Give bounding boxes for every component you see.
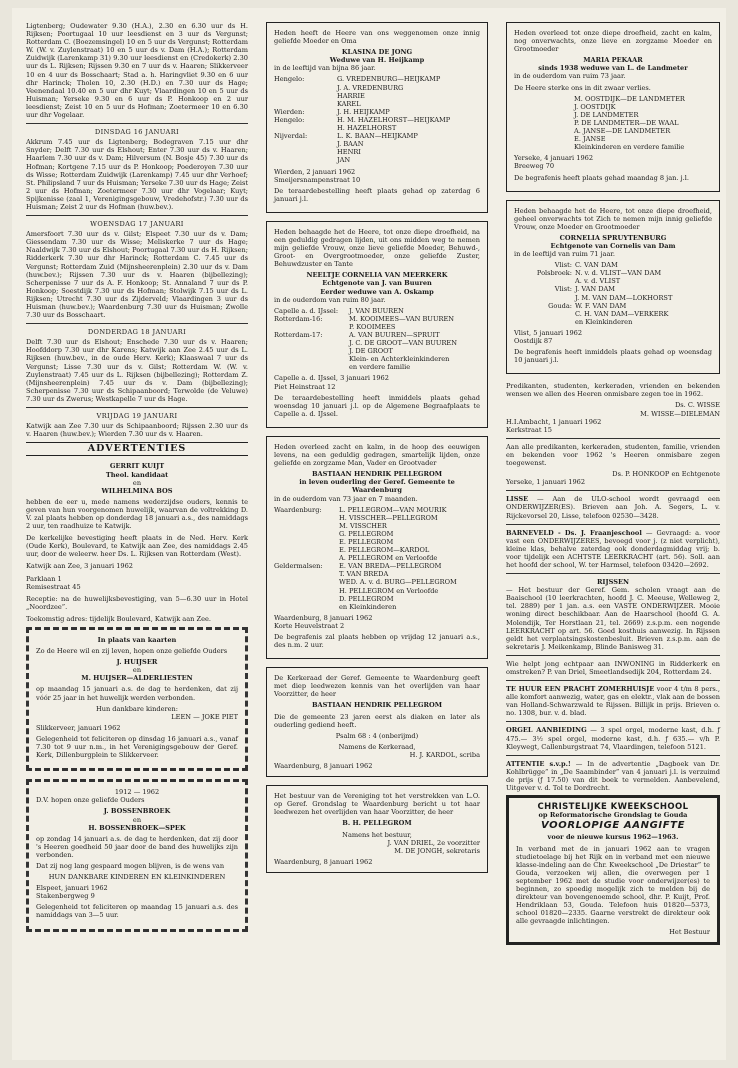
classified-lead: RIJSSEN [596,578,630,587]
age: in de ouderdom van ruim 73 jaar. [514,72,626,81]
anniversary-announcement [26,627,248,771]
address: Parklaan 1 [26,574,62,583]
announcement-text: Dat zij nog lang gespaard mogen blijven, is de wens van [36,861,225,870]
day-heading: VRIJDAG 19 JANUARI [96,412,178,421]
signature-name: M. DE JONGH, sekretaris [394,846,480,855]
age: in de leeftijd van ruim 71 jaar. [514,250,615,259]
deceased-name: NEELTJE CORNELIA VAN MEERKERK [306,271,448,280]
burial-notice: De teraardebestelling heeft plaats gehad op zaterdag 6 januari j.l. [274,186,480,203]
relative-name: G. PELLEGROM [339,529,394,538]
relative-place [274,355,346,371]
relative-name: A. PELLEGROM en Verloofde [339,554,438,563]
classified-text: voor 4 t/m 8 pers., alle komfort aanwezig, water, gas en elektr., vlak aan de bossen van Holland-Schwarzwald te Rijssen. Billijk in prijs. Brieven o. no. 1308, bur. v. d. blad. [506,685,720,718]
deceased-role: in leven ouderling der Geref. Gemeente te Waardenburg [299,478,455,495]
classified-text: Wie helpt jong echtpaar aan INWONING in Ridderkerk en omstreken? P. van Driel, Smeetlandsedijk 204, Rotterdam 24. [506,659,720,676]
wedding-announcement [26,462,248,623]
relative-place: Gouda: [548,301,572,310]
relative-name: HENRI [337,148,361,157]
classified-ad [506,495,720,519]
day-services: Amersfoort 7.30 uur ds v. Gilst; Elspeet 7.30 uur ds v. Dam; Giessendam 7.30 uur ds Wisse; Meliskerke 7 uur ds Hage; Naaldwijk 7.30 uur ds Elshout; Poortugaal 7.30 uur ds H. Rijksen; Ridderkerk 7.30 uur dhr Harinck; Rotterdam C. 7.45 uur ds Vergunst; Rotterdam Zuid (Mijnsheerenplein) 2.30 uur ds v. Dam (huw.bev.); Rijssen 7.30 uur ds v. Haaren (bijbellezing); Scherpenisse 7 uur ds A. F. Honkoop; St. Annaland 7 uur ds P. Honkoop; Soestdijk 7.30 uur ds Hofman; Stolwijk 7.15 uur ds L. Rijksen; Utrecht 7.30 uur ds Zijderveld; Vlaardingen 3 uur ds Huisman (huw.bev.); Waardenburg 7.30 uur ds Huisman; Zwolle 7.30 uur ds Bosschaart. [26,230,248,320]
signature-name: J. VAN DRIEL, 2e voorzitter [387,838,480,847]
obituary-text: Heden behaagde het de Heere, tot onze diepe droefheid, geheel onverwachts tot Zich te nemen mijn innig geliefde Vrouw, onze Moeder en Grootmoeder [514,206,712,231]
relative-name: J. VAN BUUREN [349,306,404,315]
place-date: Yerseke, 1 januari 1962 [506,478,586,487]
announcement-text: op zondag 14 januari a.s. de dag te herdenken, dat zij door 's Heeren goedheid 50 jaar door de band des huwelijks zijn verbonden. [36,834,238,859]
widow-of: Weduwe van H. Heijkamp [329,56,425,65]
signature-name: Het Bestuur [669,928,710,937]
address: Piet Heinstraat 12 [274,382,336,391]
relative-name: P. KOOIMEES [349,322,396,331]
signature-name: Ds. C. WISSE [675,401,720,410]
school-title: CHRISTELIJKE KWEEKSCHOOL [537,802,689,813]
bride-name: WILHELMINA BOS [101,486,173,495]
day-services: Delft 7.30 uur ds Elshout; Enschede 7.30 uur ds v. Haaren; Hoofddorp 7.30 uur dhr Karens; Katwijk aan Zee 2.45 uur ds L. Rijksen (huw.bev., in de oude Herv. Kerk); Klaaswaal 7 uur ds Vergunst; Lisse 7.30 uur ds v. Gilst; Rotterdam W. (W. v. Zuylenstraat) 7.45 uur ds L. Rijksen (bijbellezing); Rotterdam Z. (Mijnsheerenplein) 7.45 uur ds v. Dam (bijbellezing); Scherpenisse 7.30 uur ds Schipaanboord; Terwolde (de Veluwe) 7.30 uur ds Zwerus; Westkapelle 7 uur ds Hage. [26,338,248,403]
relative-name: J. DE LANDMETER [574,110,639,119]
relative-name: E. PELLEGROM [339,537,394,546]
divider [26,323,248,324]
announcement-text: Gelegenheid tot feliciteren op dinsdag 16 januari a.s., vanaf 7.30 tot 9 uur n.m., in het Verenigingsgebouw der Geref. Kerk, Dillenburgplein te Slikkerveer. [36,734,238,760]
relative-name: H. HAZELHORST [337,124,397,133]
relative-name: WED. A. v. d. BURG—PELLEGROM [339,578,457,587]
relative-name: E. JANSE [574,135,606,144]
divider [26,215,248,216]
obituary-text: Heden heeft de Heere van ons weggenomen onze innig geliefde Moeder en Oma [274,29,480,46]
obituary-spruytenburg [506,200,720,375]
deceased-name: KLASINA DE JONG [341,48,413,57]
relative-name: M. OOSTDIJK—DE LANDMETER [574,94,685,103]
divider [506,490,720,491]
signature-name: H. J. KARDOL, scriba [409,750,480,759]
classified-text: — Gevraagd: a. voor vast een ONDERWIJZERES, bevoegd voor j. (z niet verplicht), kleine klas, behalve zaterdag ook donderdagmiddag vrij; b. voor tijdelijk een ACHTSTE LEERKRACHT (art. 56). Soll. aan het hoofd der school, W. ter Harmsel, telefoon 03420—2692. [506,528,720,569]
relative-place: Vlist: [554,285,572,294]
age: in de ouderdom van ruim 80 jaar. [274,295,386,304]
divider [506,721,720,722]
new-year-notice-wisse [506,382,720,434]
address: Breeweg 70 [514,162,555,171]
children-names: LEEN — JOKE PIET [171,712,238,721]
day-heading: DONDERDAG 18 JANUARI [87,328,187,337]
relative-name: W. F. VAN DAM [575,301,627,310]
relative-place: Hengelo: [274,115,305,124]
place-date: Yerseke, 4 januari 1962 [514,154,594,163]
wedding-date: Katwijk aan Zee, 3 januari 1962 [26,562,134,571]
divider [26,407,248,408]
day-services: Katwijk aan Zee 7.30 uur ds Schipaanboord; Rijssen 2.30 uur ds v. Haaren (huw.bev.); Wierden 7.30 uur ds v. Haaren. [26,422,248,439]
divider [506,755,720,756]
relative-name: G. VREDENBURG—HEIJKAMP [337,75,441,84]
relative-name: D. PELLEGROM [339,594,394,603]
day-heading: DINSDAG 16 JANUARI [94,128,180,137]
relative-name: A. v. d. VLIST [575,277,621,286]
relative-name: A. VAN BUUREN—SPRUIT [349,331,440,339]
burial-notice: De begrafenis heeft inmiddels plaats gehad op woensdag 10 januari j.l. [514,348,712,365]
day-heading: WOENSDAG 17 JANUARI [90,220,184,229]
person-name: M. HUIJSER—ALDERLIESTEN [81,674,193,683]
relative-name: J. BAAN [337,140,364,149]
age: in de leeftijd van bijna 86 jaar. [274,64,376,73]
relative-name: E. VAN BREDA—PELLEGROM [339,562,442,571]
years: 1912 — 1962 [114,788,160,797]
relatives [514,95,712,152]
address: Smeijersnampenstraat 10 [274,175,361,184]
relative-name: en Kleinkinderen [575,317,633,326]
obituary-text: De Heere sterke ons in dit zwaar verlies. [514,83,651,92]
school-body: In verband met de in januari 1962 aan te vragen studietoelage bij het Rijk en in verband met een nieuwe klasse-indeling aan de Chr. Kweekschool „De Driestar” te Gouda, verzoeken wij allen, die overwegen per 1 september 1962 met de studie voor onderwijzer(es) te beginnen, zo spoedig mogelijk zich te melden bij de direkteur van bovengenoemde school, dhr. P. Kuijt, Prof. Hendriklaan 53, Gouda. Telefoon huis 01820—5373, school 01820—2335. Gaarne verstrekt de direkteur ook alle gevraagde inlichtingen. [516,844,710,926]
obituary-text: Heden behaagde het de Heere, tot onze diepe droefheid, na een geduldig gedragen lijden, uit ons midden weg te nemen mijn geliefde Vrouw, onze lieve geliefde Moeder, Behuwd-, Groot- en Overgrootmoeder, onze geliefde Zuster, Behuwdzuster en Tante [274,227,480,269]
age: in de ouderdom van 73 jaar en 7 maanden. [274,494,418,503]
and-text: en [132,815,142,824]
classified-ad [506,685,720,717]
classified-lead: TE HUUR EEN PRACHT ZOMERHUISJE [506,685,655,694]
relative-name: JAN [337,156,351,165]
relative-name: N. v. d. VLIST—VAN DAM [575,269,662,278]
signature-name: M. WISSE—DIELEMAN [640,409,720,418]
deceased-name: CORNELIA SPRUYTENBURG [559,233,667,242]
relative-name: Klein- en Achterkleinkinderen [349,355,450,364]
children-heading: Hun dankbare kinderen: [95,704,179,713]
relative-name: J. VAN DAM [575,285,616,294]
classified-text: — In de advertentie „Dagboek van Dr. Kohlbrügge” in „De Saambinder” van 4 januari j.l. is verzuimd de prijs (ƒ 17.50) van dit boek te vermelden. Aanbevelend, Uitgever v. d. Tol te Dordrecht. [506,759,720,793]
place-date: Waardenburg, 8 januari 1962 [274,857,373,866]
relative-place: Nijverdal: [274,132,308,141]
place-date: H.I.Ambacht, 1 januari 1962 [506,417,602,426]
notice-text: Aan alle predikanten, kerkeraden, studenten, familie, vrienden en bekenden voor 1962 's Heeren onmisbare zegen toegewenst. [506,442,720,468]
signature-name: Ds. P. HONKOOP en Echtgenote [612,470,720,479]
relative-name: E. PELLEGROM—KARDOL [339,546,430,555]
relative-place: Vlist: [554,261,572,270]
column-church-services [26,22,248,940]
widow-of: sinds 1938 weduwe van L. de Landmeter [538,64,688,73]
classified-lead: LISSE [506,495,529,504]
relative-name: J. C. DE GROOT—VAN BUUREN [349,339,458,348]
address: Oostdijk 87 [514,337,553,345]
divider [506,438,720,439]
divider [506,655,720,656]
divider [506,573,720,574]
relative-name: en Kleinkinderen [339,602,397,611]
obituary-text: De Kerkeraad der Geref. Gemeente te Waardenburg geeft met diep leedwezen kennis van het overlijden van haar Voorzitter, de heer [274,674,480,699]
place-date: Vlist, 5 januari 1962 [514,328,583,337]
relative-place: Wierden: [274,107,305,116]
adverts-heading: ADVERTENTIES [26,442,248,456]
relative-name: C. H. VAN DAM—VERKERK [575,309,669,318]
school-headline: VOORLOPIGE AANGIFTE [540,820,685,832]
golden-anniversary-announcement [26,779,248,931]
obituary-pekaar [506,22,720,192]
classified-ad [506,660,720,676]
spouse-of: Echtgenote van Cornelis van Dam [550,241,676,250]
obituary-text: Het bestuur van de Vereniging tot het verstrekken van L.O. op Geref. Grondslag te Waardenburg bericht u tot haar leedwezen het overlijden van haar Voorzitter, de heer [274,792,480,817]
relative-name: P. DE LANDMETER—DE WAAL [574,118,679,127]
obituary-text: Heden overleed tot onze diepe droefheid, zacht en kalm, nog onverwachts, onze lieve en zorgzame Moeder en Grootmoeder [514,29,712,54]
announcement-text: Gelegenheid tot feliciteren op maandag 15 januari a.s. des namiddags van 3—5 uur. [36,903,238,920]
school-subtitle: op Reformatorische Grondslag te Gouda [538,811,688,820]
divider [506,680,720,681]
address: Kerkstraat 15 [506,425,552,434]
address: Korte Heuvelstraat 2 [274,621,345,630]
place-date: Wierden, 2 januari 1962 [274,167,356,176]
groom-title: Theol. kandidaat [105,470,169,479]
announcement-text: op maandag 15 januari a.s. de dag te herdenken, dat zij vóór 25 jaar in het huwelijk werden verbonden. [36,685,238,702]
relative-place: Waardenburg: [274,505,322,514]
relative-name: C. VAN DAM [575,261,618,270]
place-date: Elspeet, januari 1962 [36,884,108,893]
relative-place: Polsbroek: [536,269,572,278]
obituary-pellegrom [266,436,488,659]
obituary-de-jong [266,22,488,213]
signature-line: Namens het bestuur, [342,830,412,839]
relative-place: Rotterdam-17: [274,331,323,339]
person-name: J. BOSSENBROEK [103,807,171,816]
day-services: Akkrum 7.45 uur ds Ligtenberg; Bodegraven 7.15 uur dhr Snyder; Delft 7.30 uur ds Elshout; Enter 7.30 uur ds v. Haaren; Haarlem 7.30 uur ds v. Dam; Hilversum (N. Bosje 45) 7.30 uur ds Hofman; Kortgene 7.15 uur ds P. Honkoop; Poederoyen 7.30 uur ds Wisse; Rotterdam Zuidwijk (Larenkamp) 7.45 uur dhr Verhoef; St. Philipsland 7 uur ds Huisman; Yerseke 7.30 uur ds Hage; Zeist 2 uur ds Hofman; Zoetermeer 7.30 uur dhr Vogelaar; Kuyt; Spijkenisse (zaal 1, Verenigingsgebouw, Vredehofstr.) 7.30 uur ds Huisman; Zeist 2 uur ds Hofman (huw.bev.). [26,138,248,211]
new-year-notice-honkoop [506,443,720,486]
place-date: Waardenburg, 8 januari 1962 [274,762,373,771]
relative-name: Kleinkinderen en verdere familie [574,143,685,152]
obituary-text: Heden overleed zacht en kalm, in de hoop des eeuwigen levens, na een geduldig gedragen, smartelijk lijden, onze geliefde en zorgzame Man, Vader en Grootvader [274,442,480,468]
obituary-consistory [266,667,488,777]
person-name: J. HUIJSER [116,658,158,667]
relatives [274,506,480,611]
widow-of: Eerder weduwe van A. Oskamp [320,287,434,296]
relative-name: en verdere familie [349,363,411,372]
deceased-name: MARIA PEKAAR [583,56,643,65]
groom-name: GERRIT KUIJT [109,462,165,471]
column-obituaries [266,22,488,881]
classified-text: — Aan de ULO-school wordt gevraagd een ONDERWIJZER(ES). Brieven aan Joh. A. Segers, L. v. Rijckevorsel 20, Lisse, telefoon 02530—3428. [506,495,720,520]
column-notices [506,22,720,945]
relative-name: H. VISSCHER—PELLEGROM [339,513,438,522]
wedding-text: De kerkelijke bevestiging heeft plaats in de Ned. Herv. Kerk (Oude Kerk), Boulevard, te Katwijk aan Zee, des namiddags 2.45 uur, door de weleerw. heer Ds. L. Rijksen van Rotterdam (West). [26,534,248,559]
relatives [514,261,712,326]
relative-name: L. K. BAAN—HEIJKAMP [337,132,418,141]
school-course: voor de nieuwe kursus 1962—1963. [547,833,679,842]
obituary-van-meerkerk [266,221,488,428]
deceased-name: B. H. PELLEGROM [342,819,412,828]
obituary-text: Die de gemeente 23 jaren eerst als diaken en later als ouderling gediend heeft. [274,712,480,729]
classified-text: — 3 spel orgel, moderne kast, d.h. ƒ 475.— 3½ spel orgel, moderne kast, d.h. ƒ 635.— v/h P. Kleywegt, Callenburgstraat 74, Vlaardingen, telefoon 5121. [506,726,720,751]
teacher-college-advert [506,795,720,944]
place-date: Slikkerveer, januari 1962 [36,723,121,732]
relative-name: J. DE GROOT [349,347,393,356]
notice-text: Predikanten, studenten, kerkeraden, vrienden en bekenden wensen we allen des Heeren onmisbare zegen toe in 1962. [506,382,720,399]
relative-name: T. VAN BREDA [339,570,389,579]
signature-line: Namens de Kerkeraad, [338,742,416,751]
burial-notice: De begrafenis heeft plaats gehad maandag 8 jan. j.l. [514,173,689,182]
services-intro: Ligtenberg; Oudewater 9.30 (H.A.), 2.30 en 6.30 uur ds H. Rijksen; Poortugaal 10 uur leesdienst en 3 uur ds Vergunst; Rotterdam C. (Boezemsingel) 10 en 5 uur ds Vergunst; Rotterdam W. (W. v. Zuylenstraat) 10 en 5 uur ds v. Dam (H.A.); Rotterdam Zuidwijk (Larenkamp 31) 9.30 uur leesdienst en (Credokerk) 2.30 uur ds L. Rijksen; Rijssen 9.30 en 7 uur ds v. Haaren; Slikkerveer 10 en 4 uur ds Bosschaart; Stad a. h. Haringvliet 9.30 en 6 uur dhr Harinck; Tholen 10, 2.30 (H.D.) en 7.30 uur ds Hage; Veenendaal 10.40 en 5 uur dhr Kuyt; Vlaardingen 10 en 5 uur ds Huisman; Yerseke 9.30 en 6 uur ds P. Honkoop en 2 uur leesdienst; Zeist 10 en 5 uur ds Hofman; Zoetermeer 10 en 6.30 uur dhr Vogelaar. [26,22,248,120]
classified-ad [506,529,720,569]
relative-place: Hengelo: [274,75,305,84]
relative-name: J. M. VAN DAM—LOKHORST [575,293,673,302]
future-address: Toekomstig adres: tijdelijk Boulevard, Katwijk aan Zee. [26,614,211,623]
wedding-text: hebben de eer u, mede namens wederzijdse ouders, kennis te geven van hun voorgenomen huwelijk, waarvan de voltrekking D. V. zal plaats hebben op donderdag 18 januari a.s., des namiddags 2 uur, ten raadhuize te Katwijk. [26,497,248,531]
divider [26,123,248,124]
classified-ads [506,495,720,792]
relative-name: J. A. VREDENBURG [337,83,404,92]
relative-name: J. H. HEIJKAMP [337,107,390,116]
burial-notice: De teraardebestelling heeft inmiddels plaats gehad woensdag 10 januari j.l. op de Algemene Begraafplaats te Capelle a. d. IJssel. [274,393,480,418]
classified-text: — Het bestuur der Geref. Gem. scholen vraagt aan de Baaischool (10 leerkrachten, hoofd J. C. Meeuse, Welleweg 2, tel. 2889) per 1 jan. a.s. een VASTE ONDERWIJZER. Mooie woning direct beschikbaar. Aan de Haarschool (hoofd G. A. Molendijk, Ter Horstlaan 21, tel. 2669) z.s.p.m. een nogende LEERKRACHT op art. 56. Goed kosthuis aanwezig. In Rijssen geldt het verplaatsingskostenbesluit. Brieven z.s.p.m. aan de sekretaris J. Meikenkamp, Blinde Banisweg 31. [506,586,720,651]
relatives [274,307,480,372]
newspaper-page [12,8,726,1060]
relative-name: A. JANSE—DE LANDMETER [574,127,671,136]
classified-lead: ATTENTIE s.v.p.! [506,759,571,768]
place-date: Waardenburg, 8 januari 1962 [274,613,373,622]
relative-place: Capelle a. d. IJssel: [274,306,339,315]
person-name: H. BOSSENBROEK—SPEK [88,823,186,832]
address: Stakenbergweg 9 [36,892,95,901]
spouse-of: Echtgenote van J. van Buuren [322,279,432,288]
children-names: HUN DANKBARE KINDEREN EN KLEINKINDEREN [48,873,226,882]
relative-name: L. PELLEGROM—VAN MOURIK [339,505,447,514]
announcement-title: In plaats van kaarten [97,636,177,644]
burial-notice: De begrafenis zal plaats hebben op vrijdag 12 januari a.s., des n.m. 2 uur. [274,633,480,650]
relative-name: M. KOOIMEES—VAN BUUREN [349,314,455,323]
and-text: en [132,666,142,675]
obituary-school-association [266,785,488,873]
reception: Receptie: na de huwelijksbevestiging, van 5—6.30 uur in Hotel „Noordzee”. [26,594,248,611]
relative-name: H. PELLEGROM en Verloofde [339,586,439,595]
relatives [274,75,480,164]
classified-lead: ORGEL AANBIEDING [506,726,587,735]
classified-ad [506,760,720,792]
relative-name: HARRIE [337,91,365,100]
relative-name: KAREL [337,99,361,108]
and-text: en [132,478,142,487]
place-date: Capelle a. d. IJssel, 3 januari 1962 [274,374,389,383]
relative-name: J. OOSTDIJK [574,102,616,111]
psalm-reference: Psalm 68 : 4 (onberijmd) [335,731,419,740]
relative-place: Geldermalsen: [274,562,323,571]
address: Remisestraat 45 [26,582,81,591]
announcement-text: Zo de Heere wil en zij leven, hopen onze geliefde Ouders [36,647,228,656]
relative-name: M. VISSCHER [339,521,387,530]
classified-ad [506,726,720,750]
announcement-text: D.V. hopen onze geliefde Ouders [36,796,145,805]
divider [506,524,720,525]
classified-lead: BARNEVELD - Ds. J. Fraanjeschool [506,528,642,537]
deceased-name: BASTIAAN HENDRIK PELLEGROM [311,701,443,710]
relative-place: Rotterdam-16: [274,314,323,323]
deceased-name: BASTIAAN HENDRIK PELLEGROM [311,470,443,479]
relative-name: H. M. HAZELHORST—HEIJKAMP [337,115,451,124]
